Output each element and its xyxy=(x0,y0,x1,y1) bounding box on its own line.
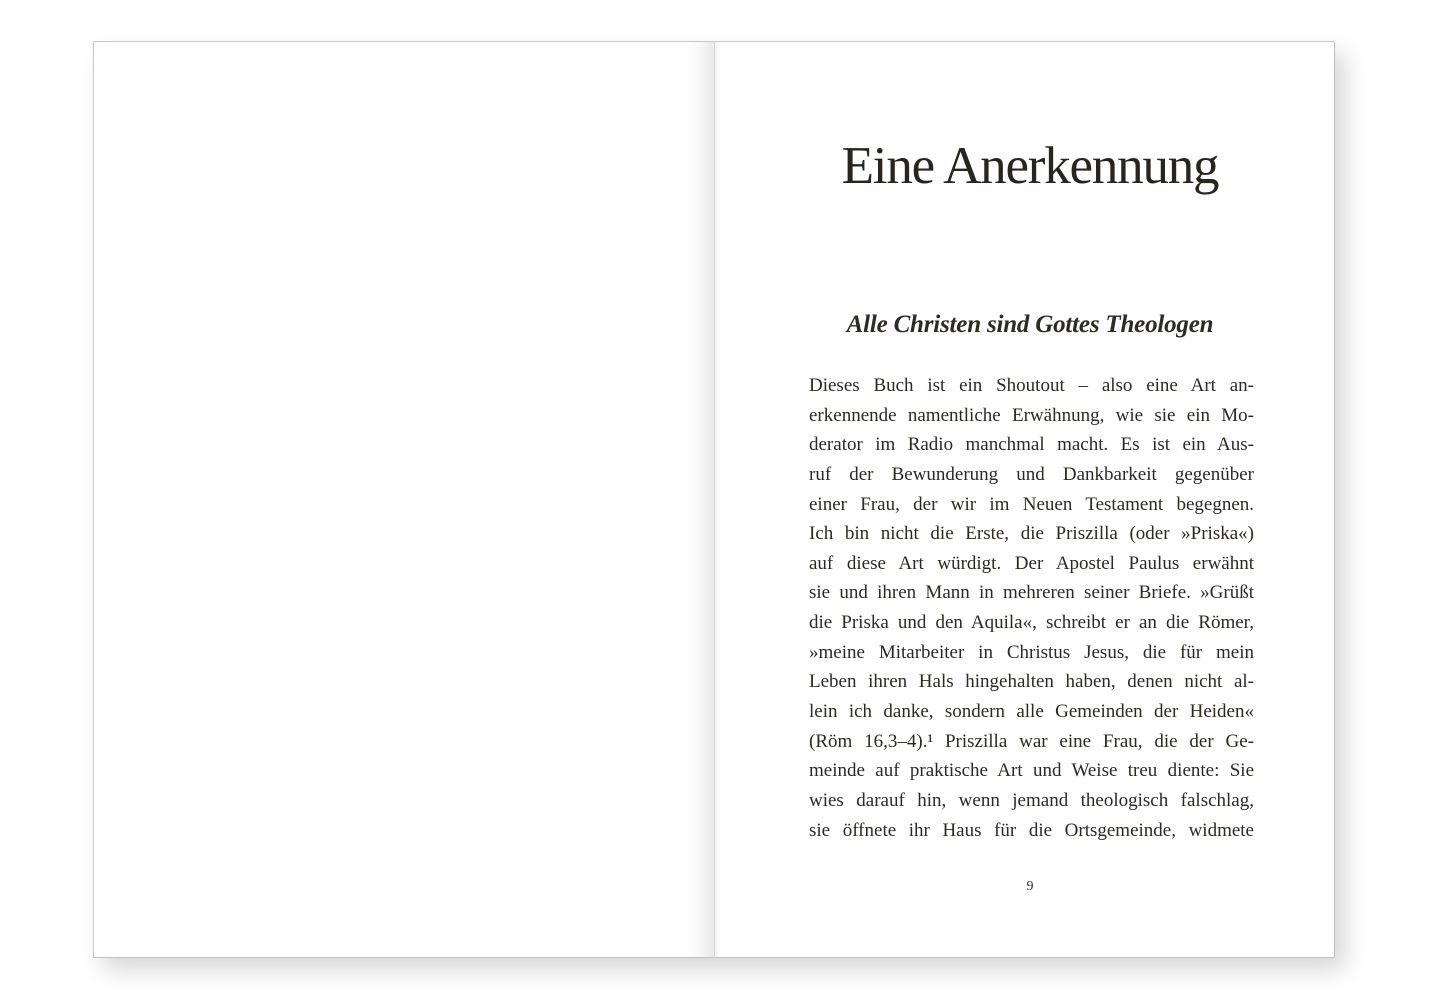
text-line: auf diese Art würdigt. Der Apostel Paulus erwähnt xyxy=(809,552,1254,574)
text-line: sie und ihren Mann in mehreren seiner Briefe. »Grüßt xyxy=(809,582,1254,604)
gutter-shadow xyxy=(686,42,714,957)
text-line: (Röm 16,3–4).¹ Priszilla war eine Frau, die der Ge- xyxy=(809,730,1254,752)
text-line: Leben ihren Hals hingehalten haben, denen nicht al- xyxy=(809,671,1254,693)
chapter-title: Eine Anerkennung xyxy=(841,137,1219,195)
text-line: wies darauf hin, wenn jemand theologisch falschlag, xyxy=(809,789,1254,811)
text-line: lein ich danke, sondern alle Gemeinden der Heiden« xyxy=(809,701,1254,723)
text-line: Dieses Buch ist ein Shoutout – also eine Art an- xyxy=(809,375,1254,396)
right-page xyxy=(715,41,1335,958)
book-spine xyxy=(714,41,715,958)
text-line: ruf der Bewunderung und Dankbarkeit gegenüber xyxy=(809,463,1254,485)
text-line: Ich bin nicht die Erste, die Priszilla (oder »Priska«) xyxy=(809,523,1254,545)
text-line: derator im Radio manchmal macht. Es ist ein Aus- xyxy=(809,434,1254,456)
text-line: meinde auf praktische Art und Weise treu diente: Sie xyxy=(809,760,1254,782)
section-subtitle: Alle Christen sind Gottes Theologen xyxy=(846,311,1214,338)
text-line: einer Frau, der wir im Neuen Testament begegnen. xyxy=(809,493,1254,515)
page-number: 9 xyxy=(1026,879,1034,894)
text-line: »meine Mitarbeiter in Christus Jesus, die für mein xyxy=(809,641,1254,663)
text-line: sie öffnete ihr Haus für die Ortsgemeinde, widmete xyxy=(809,819,1254,841)
body-paragraph xyxy=(809,371,1254,845)
text-line: die Priska und den Aquila«, schreibt er an die Römer, xyxy=(809,612,1254,634)
left-page xyxy=(93,41,714,958)
text-line: erkennende namentliche Erwähnung, wie sie ein Mo- xyxy=(809,404,1254,426)
book-spread xyxy=(93,41,1335,958)
